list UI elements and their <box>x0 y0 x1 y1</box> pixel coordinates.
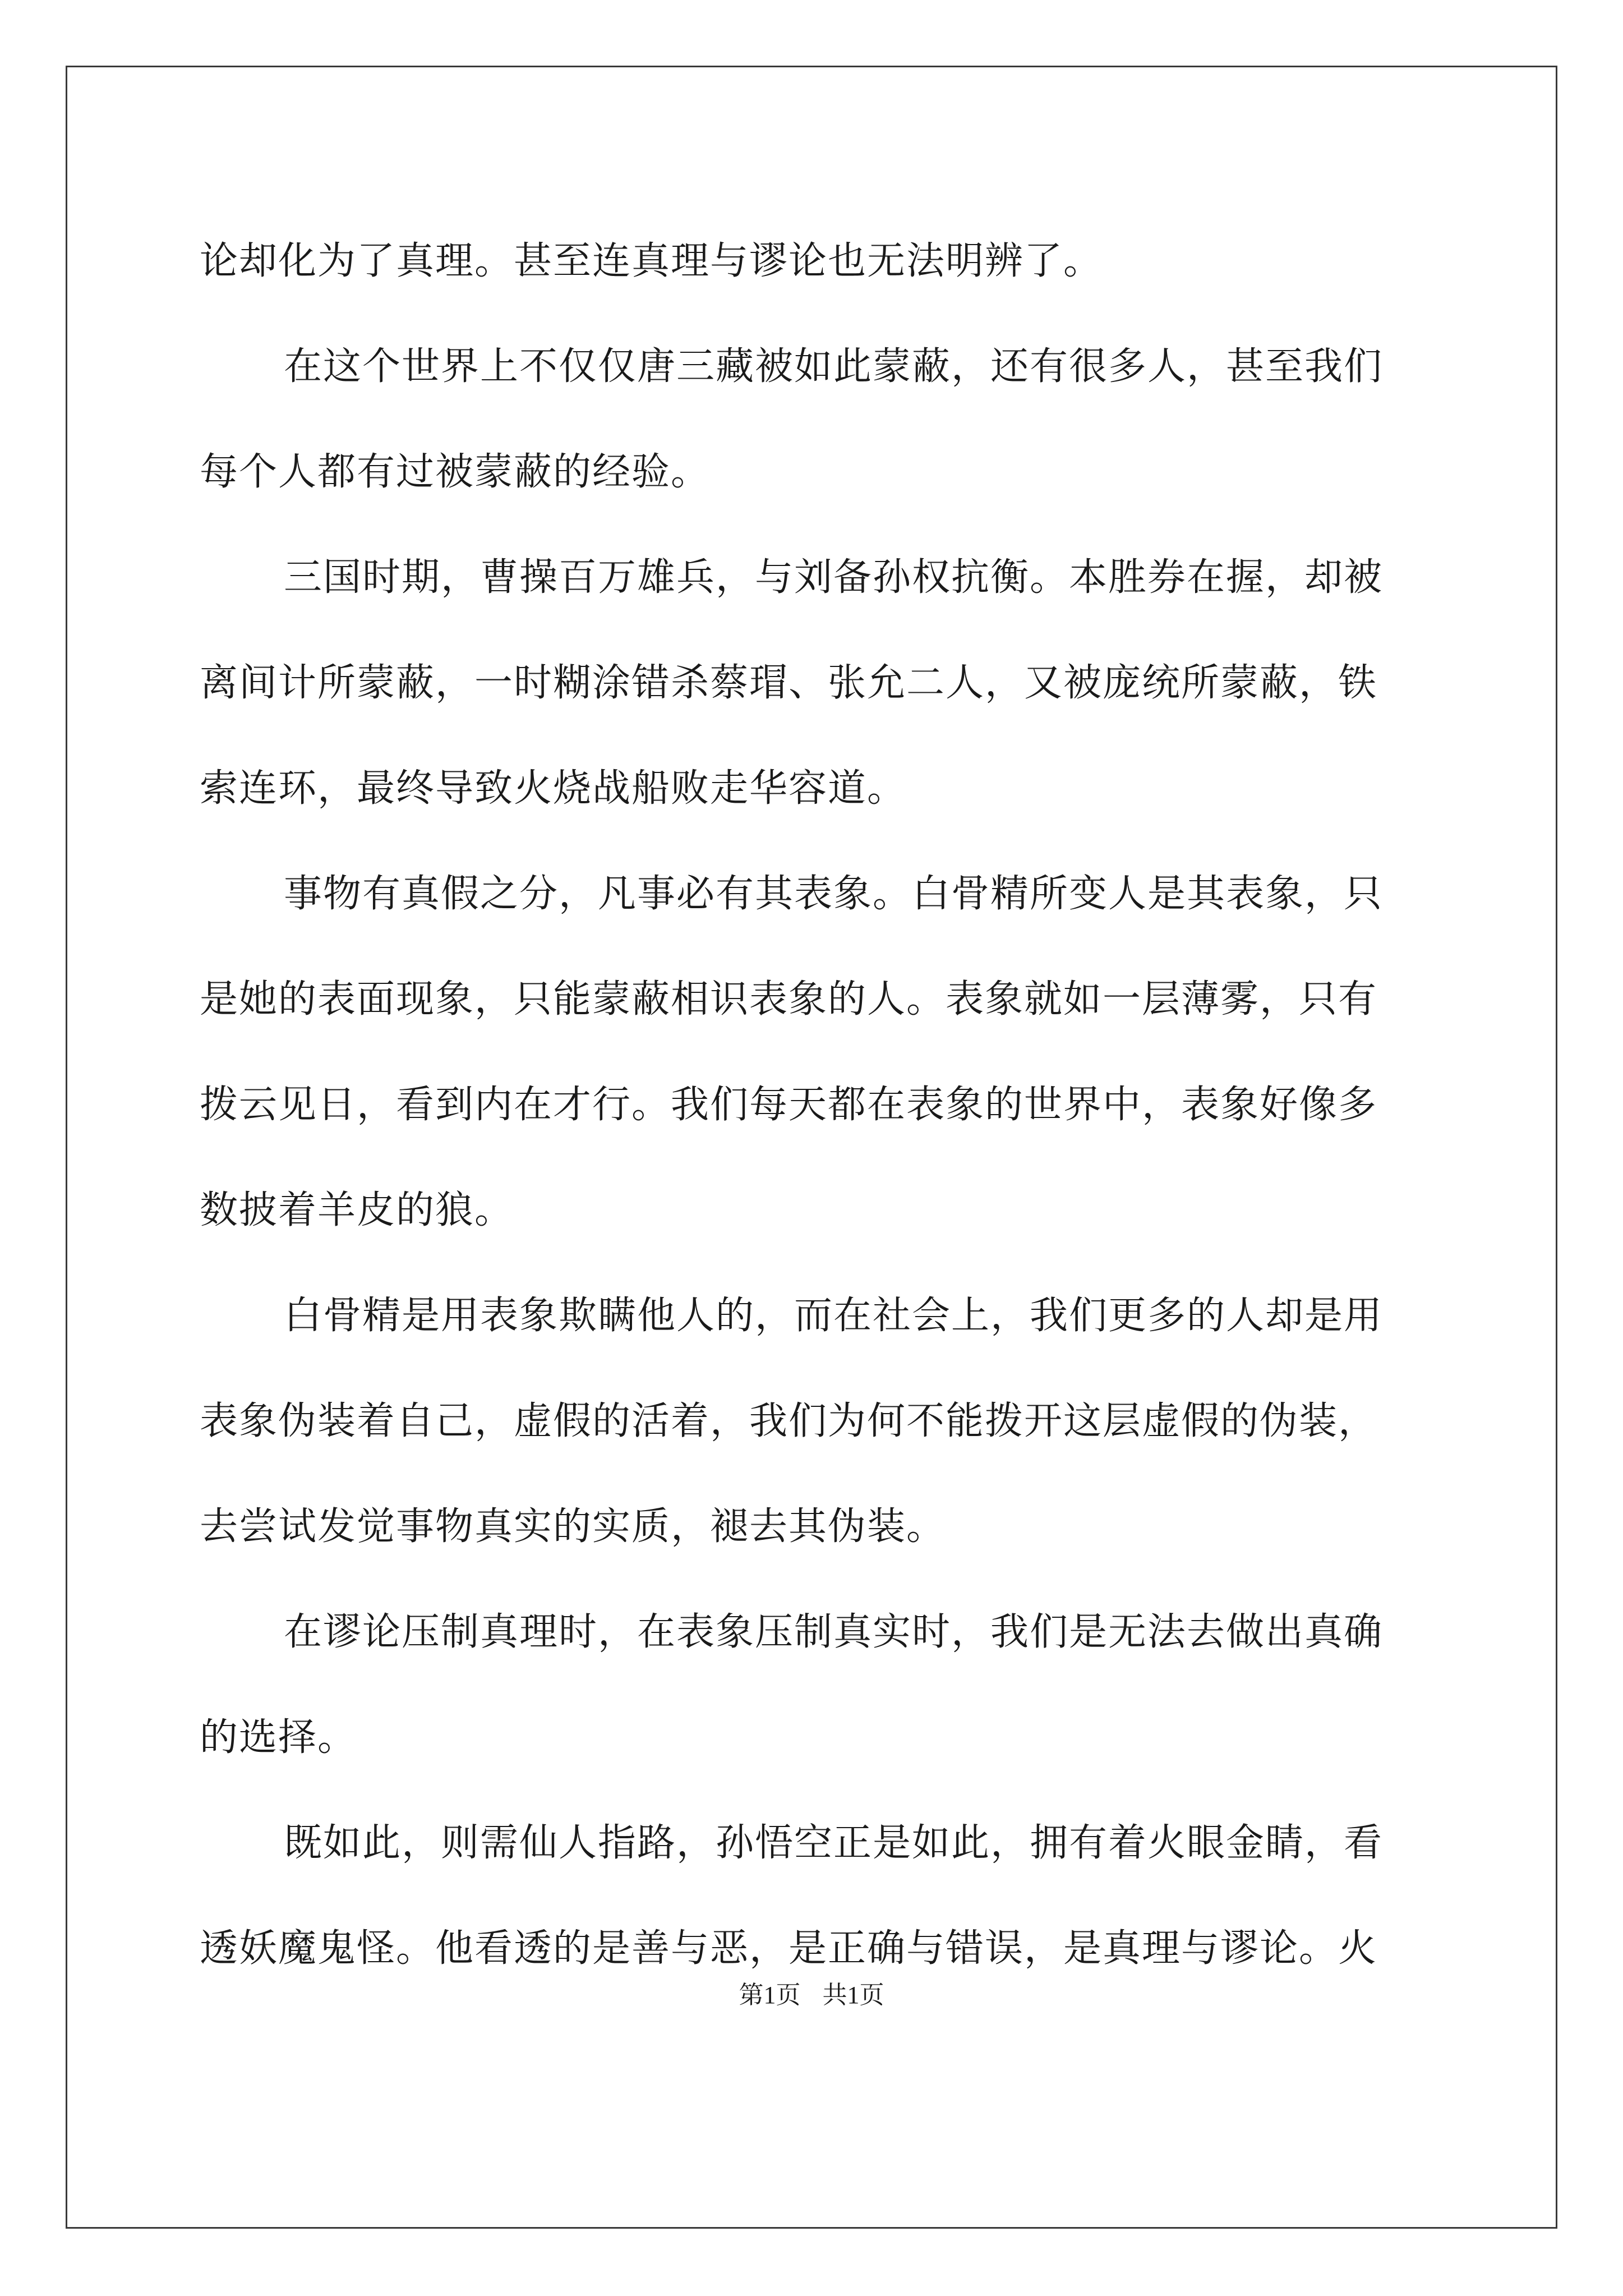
text-line: 透妖魔鬼怪。他看透的是善与恶，是正确与错误，是真理与谬论。火 <box>200 1926 1378 1971</box>
document-body <box>200 209 1424 2001</box>
text-line: 在谬论压制真理时，在表象压制真实时，我们是无法去做出真确 <box>284 1610 1384 1654</box>
text-line: 论却化为了真理。甚至连真理与谬论也无法明辨了。 <box>200 239 1103 283</box>
text-line: 白骨精是用表象欺瞒他人的，而在社会上，我们更多的人却是用 <box>284 1294 1384 1338</box>
page-footer <box>0 1975 1623 2010</box>
text-line: 离间计所蒙蔽，一时糊涂错杀蔡瑁、张允二人，又被庞统所蒙蔽，铁 <box>200 661 1378 705</box>
text-line: 去尝试发觉事物真实的实质，褪去其伪装。 <box>200 1504 946 1549</box>
text-line: 数披着羊皮的狼。 <box>200 1188 514 1232</box>
text-line: 拨云见日，看到内在才行。我们每天都在表象的世界中，表象好像多 <box>200 1083 1378 1127</box>
text-line: 是她的表面现象，只能蒙蔽相识表象的人。表象就如一层薄雾，只有 <box>200 977 1378 1022</box>
text-line: 表象伪装着自己，虚假的活着，我们为何不能拨开这层虚假的伪装， <box>200 1399 1378 1443</box>
page-total: 共1页 <box>822 1981 884 2009</box>
text-line: 三国时期，曹操百万雄兵，与刘备孙权抗衡。本胜券在握，却被 <box>284 555 1384 600</box>
text-line: 索连环，最终导致火烧战船败走华容道。 <box>200 766 907 811</box>
text-line: 每个人都有过被蒙蔽的经验。 <box>200 450 711 494</box>
text-line: 既如此，则需仙人指路，孙悟空正是如此，拥有着火眼金睛，看 <box>284 1821 1384 1865</box>
page-number: 第1页 <box>739 1981 801 2009</box>
text-line: 事物有真假之分，凡事必有其表象。白骨精所变人是其表象，只 <box>284 872 1384 916</box>
text-line: 的选择。 <box>200 1715 357 1760</box>
text-line: 在这个世界上不仅仅唐三藏被如此蒙蔽，还有很多人，甚至我们 <box>284 344 1384 389</box>
